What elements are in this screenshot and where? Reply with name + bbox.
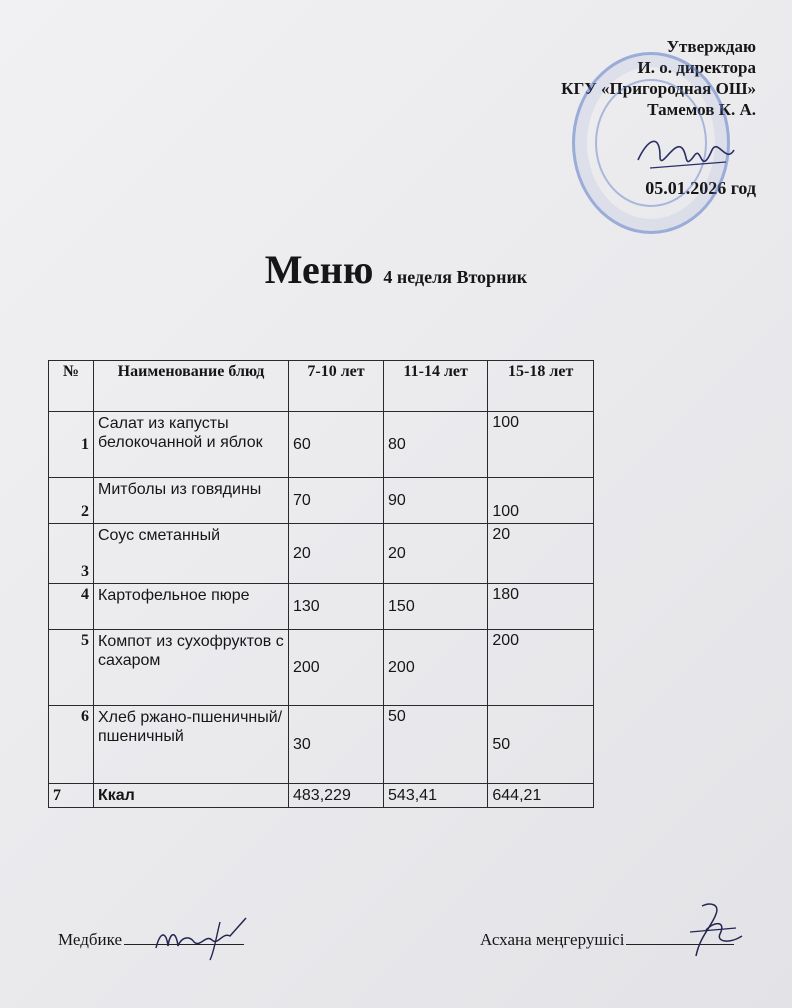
portion-15-18: 100 bbox=[488, 412, 594, 478]
header-age-15-18: 15-18 лет bbox=[488, 361, 594, 412]
portion-7-10: 130 bbox=[289, 584, 384, 630]
approval-position: И. о. директора bbox=[637, 58, 756, 77]
nurse-label: Медбике bbox=[58, 930, 122, 949]
portion-15-18: 50 bbox=[488, 706, 594, 784]
portion-15-18: 180 bbox=[488, 584, 594, 630]
header-number: № bbox=[49, 361, 94, 412]
menu-title bbox=[0, 246, 792, 293]
kcal-11-14: 543,41 bbox=[384, 784, 488, 808]
approval-date: 05.01.2026 год bbox=[645, 178, 756, 198]
table-row bbox=[49, 412, 594, 478]
row-number: 2 bbox=[49, 478, 94, 524]
row-number: 4 bbox=[49, 584, 94, 630]
portion-7-10: 60 bbox=[289, 412, 384, 478]
total-label: Ккал bbox=[94, 784, 289, 808]
dish-name: Салат из капусты белокочанной и яблок bbox=[94, 412, 289, 478]
portion-15-18: 20 bbox=[488, 524, 594, 584]
dish-name: Хлеб ржано-пшеничный/ пшеничный bbox=[94, 706, 289, 784]
dish-name: Соус сметанный bbox=[94, 524, 289, 584]
table-header-row bbox=[49, 361, 594, 412]
portion-11-14: 80 bbox=[384, 412, 488, 478]
portion-15-18: 100 bbox=[488, 478, 594, 524]
menu-title-main: Меню bbox=[264, 247, 374, 292]
header-age-7-10: 7-10 лет bbox=[289, 361, 384, 412]
table-row bbox=[49, 584, 594, 630]
canteen-head-label: Асхана меңгерушісі bbox=[480, 930, 625, 949]
dish-name: Митболы из говядины bbox=[94, 478, 289, 524]
portion-11-14: 200 bbox=[384, 630, 488, 706]
portion-11-14: 20 bbox=[384, 524, 488, 584]
portion-7-10: 70 bbox=[289, 478, 384, 524]
table-row bbox=[49, 478, 594, 524]
nurse-signature bbox=[150, 912, 260, 962]
row-number: 6 bbox=[49, 706, 94, 784]
portion-7-10: 30 bbox=[289, 706, 384, 784]
header-dish-name: Наименование блюд bbox=[94, 361, 289, 412]
approval-title: Утверждаю bbox=[666, 37, 756, 56]
dish-name: Картофельное пюре bbox=[94, 584, 289, 630]
row-number: 3 bbox=[49, 524, 94, 584]
menu-table bbox=[48, 360, 594, 808]
row-number: 7 bbox=[49, 784, 94, 808]
portion-7-10: 200 bbox=[289, 630, 384, 706]
portion-11-14: 90 bbox=[384, 478, 488, 524]
row-number: 5 bbox=[49, 630, 94, 706]
portion-11-14: 150 bbox=[384, 584, 488, 630]
table-row-total bbox=[49, 784, 594, 808]
portion-7-10: 20 bbox=[289, 524, 384, 584]
kcal-15-18: 644,21 bbox=[488, 784, 594, 808]
table-row bbox=[49, 630, 594, 706]
director-signature bbox=[630, 120, 740, 190]
menu-title-sub: 4 неделя Вторник bbox=[383, 267, 528, 287]
table-row bbox=[49, 706, 594, 784]
kcal-7-10: 483,229 bbox=[289, 784, 384, 808]
approval-organization: КГУ «Пригородная ОШ» bbox=[561, 79, 756, 98]
portion-11-14: 50 bbox=[384, 706, 488, 784]
approval-director-name: Тамемов К. А. bbox=[647, 100, 756, 119]
table-row bbox=[49, 524, 594, 584]
dish-name: Компот из сухофруктов с сахаром bbox=[94, 630, 289, 706]
header-age-11-14: 11-14 лет bbox=[384, 361, 488, 412]
portion-15-18: 200 bbox=[488, 630, 594, 706]
row-number: 1 bbox=[49, 412, 94, 478]
canteen-head-signature bbox=[676, 896, 766, 966]
